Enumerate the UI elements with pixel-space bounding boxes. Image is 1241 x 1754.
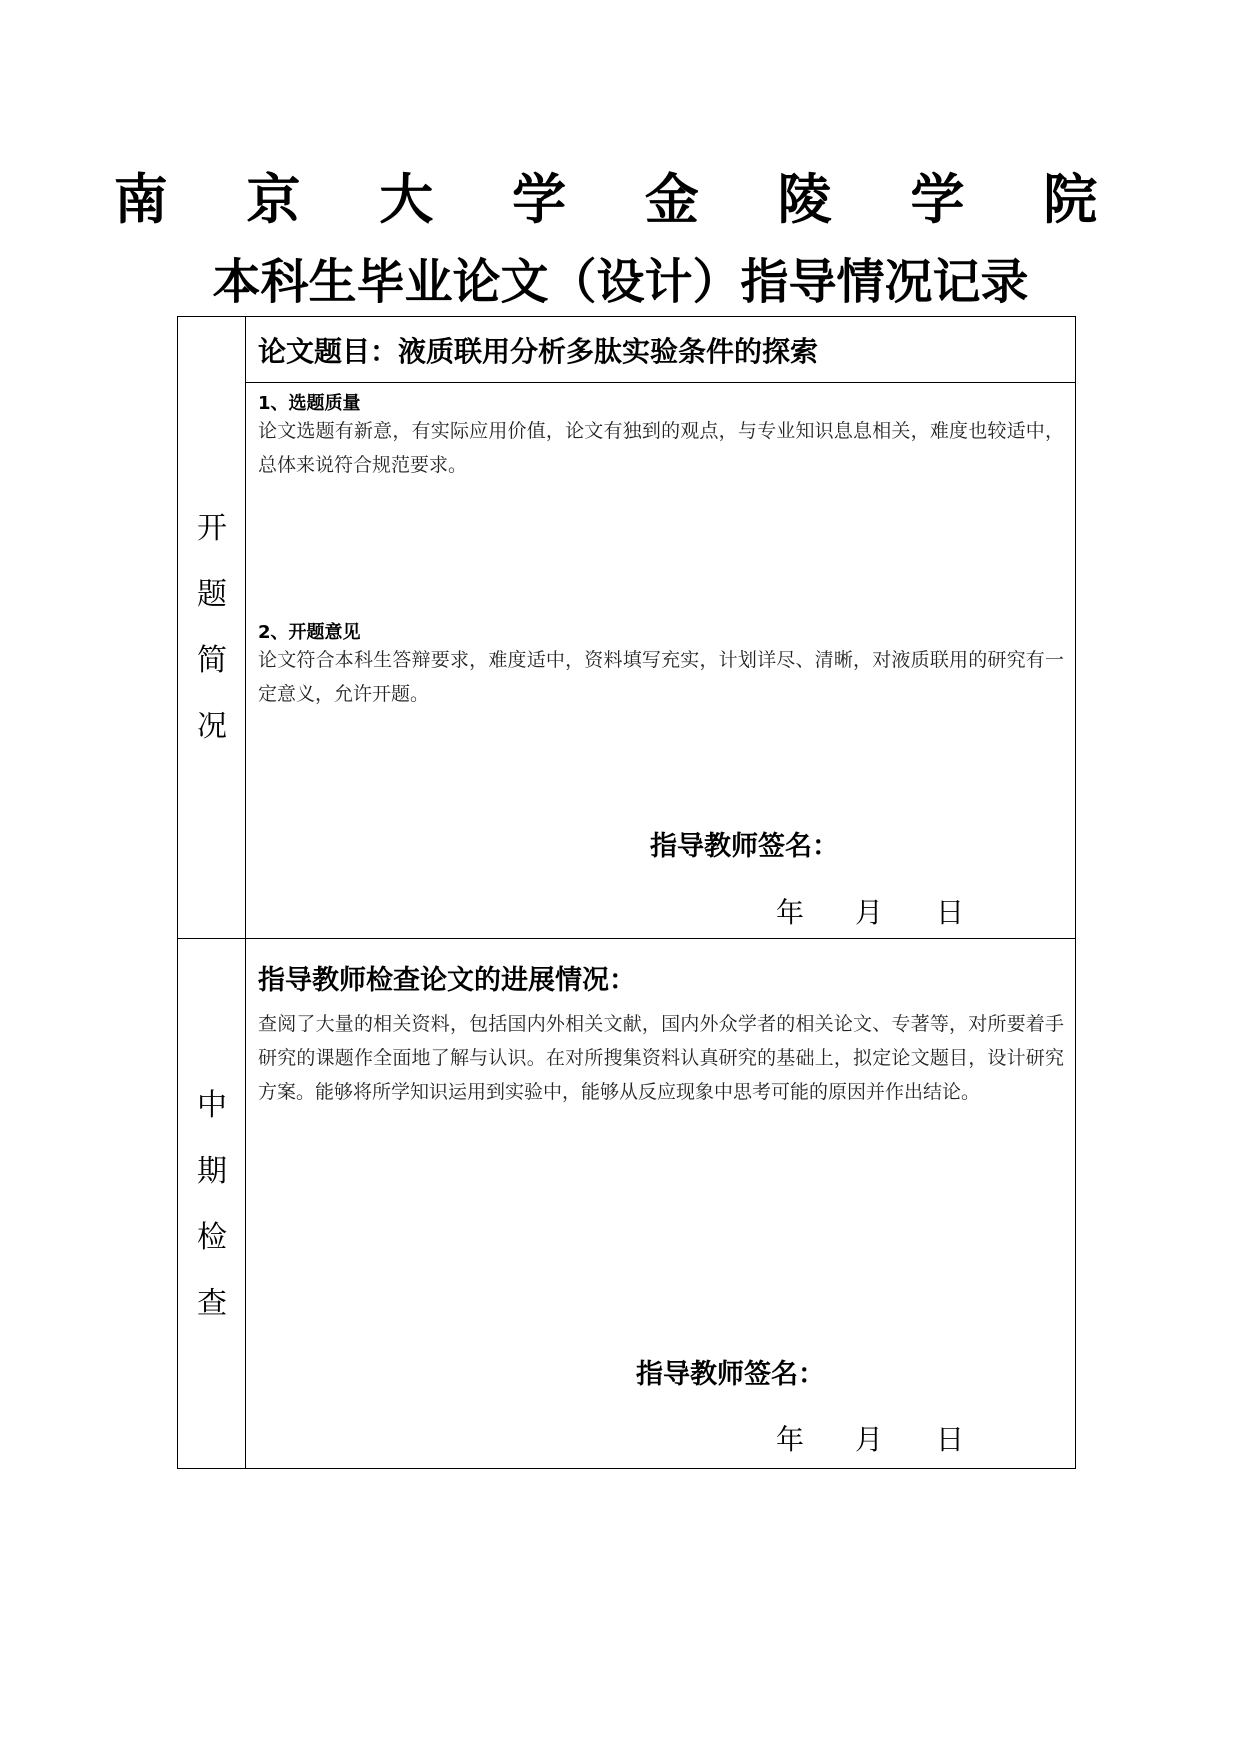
date-month: 月 xyxy=(855,896,884,929)
opening-opinion-text: 论文符合本科生答辩要求，难度适中，资料填写充实，计划详尽、清晰，对液质联用的研究有一定意义，允许开题。 xyxy=(258,649,1064,705)
date-day: 日 xyxy=(936,896,965,929)
side-char: 开 xyxy=(197,511,227,546)
progress-text: 查阅了大量的相关资料，包括国内外相关文献，国内外众学者的相关论文、专著等，对所要着手研究的课题作全面地了解与认识。在对所搜集资料认真研究的基础上，拟定论文题目，设计研究方案。能够将所学知识运用到实验中，能够从反应现象中思考可能的原因并作出结论。 xyxy=(258,1013,1064,1103)
opening-opinion-heading: 2、开题意见 xyxy=(258,622,361,643)
date-year: 年 xyxy=(776,1423,805,1456)
school-name: 南 京 大 学 金 陵 学 院 xyxy=(113,168,1128,231)
date-month: 月 xyxy=(855,1423,884,1456)
progress-heading: 指导教师检查论文的进展情况： xyxy=(258,965,636,996)
topic-divider xyxy=(246,382,1076,383)
side-char: 期 xyxy=(197,1154,227,1189)
section-opening-side-label xyxy=(182,496,242,760)
form-title: 本科生毕业论文（设计）指导情况记录 xyxy=(212,254,1029,310)
section-midterm-side-label xyxy=(182,1073,242,1337)
date-day: 日 xyxy=(936,1423,965,1456)
side-char: 简 xyxy=(197,643,227,678)
date-year: 年 xyxy=(776,896,805,929)
side-char: 况 xyxy=(197,709,227,744)
side-char: 中 xyxy=(197,1088,227,1123)
thesis-topic: 论文题目：液质联用分析多肽实验条件的探索 xyxy=(258,335,819,368)
side-char: 查 xyxy=(197,1286,227,1321)
topic-quality-heading: 1、选题质量 xyxy=(258,393,361,414)
advisor-signature-label: 指导教师签名： xyxy=(650,831,839,862)
side-char: 题 xyxy=(197,577,227,612)
advisor-signature-label: 指导教师签名： xyxy=(636,1359,825,1390)
topic-quality-text: 论文选题有新意，有实际应用价值，论文有独到的观点，与专业知识息息相关，难度也较适中，总体来说符合规范要求。 xyxy=(258,420,1064,476)
side-char: 检 xyxy=(197,1220,227,1255)
